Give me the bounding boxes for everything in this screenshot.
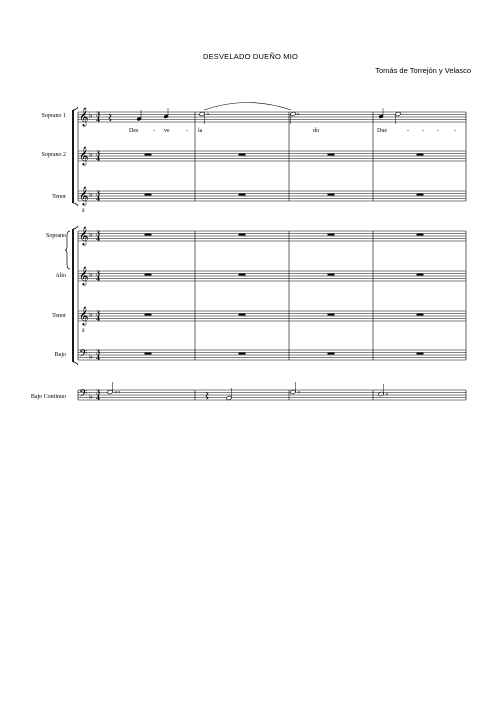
bajo-continuo-notes: [107, 382, 388, 401]
svg-text:𝄢: 𝄢: [79, 388, 88, 403]
staff-bajo: [78, 350, 466, 360]
bracket-group-2: [73, 226, 78, 365]
treble-clef-icon: [79, 107, 88, 326]
svg-text:♭: ♭: [89, 392, 93, 401]
staff-label-soprano: Soprano: [46, 233, 66, 239]
svg-text:♭: ♭: [89, 190, 93, 199]
barlines-group-1: [78, 112, 466, 201]
lyric-syllable: -: [437, 128, 439, 134]
svg-text:𝄞: 𝄞: [79, 146, 89, 165]
svg-text:𝄞: 𝄞: [79, 306, 89, 325]
staff-alto: [78, 271, 466, 281]
staff-label-soprano-1: Soprano 1: [41, 113, 66, 119]
svg-text:♭: ♭: [89, 352, 93, 361]
staff-label-bajo: Bajo: [54, 352, 66, 358]
staff-label-soprano-2: Soprano 2: [41, 152, 66, 158]
svg-text:♭: ♭: [89, 310, 93, 319]
lyric-syllable: -: [153, 128, 155, 134]
staff-bajo-continuo: [78, 390, 466, 400]
staff-soprano-1: [78, 112, 466, 122]
score-system: 3 4 𝄞 𝄞 𝄞 𝄞 𝄞 𝄞 8 8 𝄢 𝄢 ♭ ♭ ♭ ♭ ♭ ♭ ♭ ♭: [0, 0, 501, 708]
svg-text:♭: ♭: [89, 150, 93, 159]
svg-text:♭: ♭: [89, 270, 93, 279]
svg-text:𝄞: 𝄞: [79, 186, 89, 205]
time-signature: [96, 112, 100, 402]
bracket-group-1: [73, 107, 78, 206]
whole-rests: [145, 154, 424, 355]
soprano-1-notes: [109, 103, 401, 125]
svg-text:𝄢: 𝄢: [79, 348, 88, 363]
lyric-syllable: ve: [164, 128, 170, 134]
lyric-syllable: -: [454, 128, 456, 134]
score-title: DESVELADO DUEÑO MIO: [202, 52, 299, 61]
lyric-syllable: Due: [377, 128, 387, 134]
staff-label-tenor-1: Tenor: [52, 194, 66, 200]
svg-text:♭: ♭: [89, 230, 93, 239]
svg-text:𝄞: 𝄞: [79, 266, 89, 285]
lyric-syllable: -: [422, 128, 424, 134]
svg-text:𝄞: 𝄞: [79, 226, 89, 245]
lyric-syllable: do: [313, 128, 319, 134]
lyric-syllable: Des: [129, 128, 139, 134]
lyric-syllable: -: [407, 128, 409, 134]
composer-name: Tomás de Torrejón y Velasco: [375, 66, 471, 75]
staff-soprano-2: [78, 151, 466, 161]
staff-label-bajo-continuo: Bajo Continuo: [30, 394, 66, 400]
svg-text:𝄞: 𝄞: [79, 107, 89, 126]
flat-icon: [89, 111, 93, 401]
bass-clef-icon: [79, 348, 87, 403]
staff-tenor-1: [78, 191, 466, 201]
staff-soprano: [78, 231, 466, 241]
lyric-syllable: -: [186, 128, 188, 134]
staff-tenor-2: [78, 311, 466, 321]
staff-label-alto: Alto: [55, 273, 66, 279]
staff-label-tenor-2: Tenor: [52, 313, 66, 319]
svg-text:8: 8: [82, 208, 85, 213]
lyric-syllable: la: [198, 128, 203, 134]
svg-text:8: 8: [82, 328, 85, 333]
barlines-group-2: [78, 231, 466, 360]
brace-soprano-alto: [65, 231, 70, 269]
svg-text:♭: ♭: [89, 111, 93, 120]
